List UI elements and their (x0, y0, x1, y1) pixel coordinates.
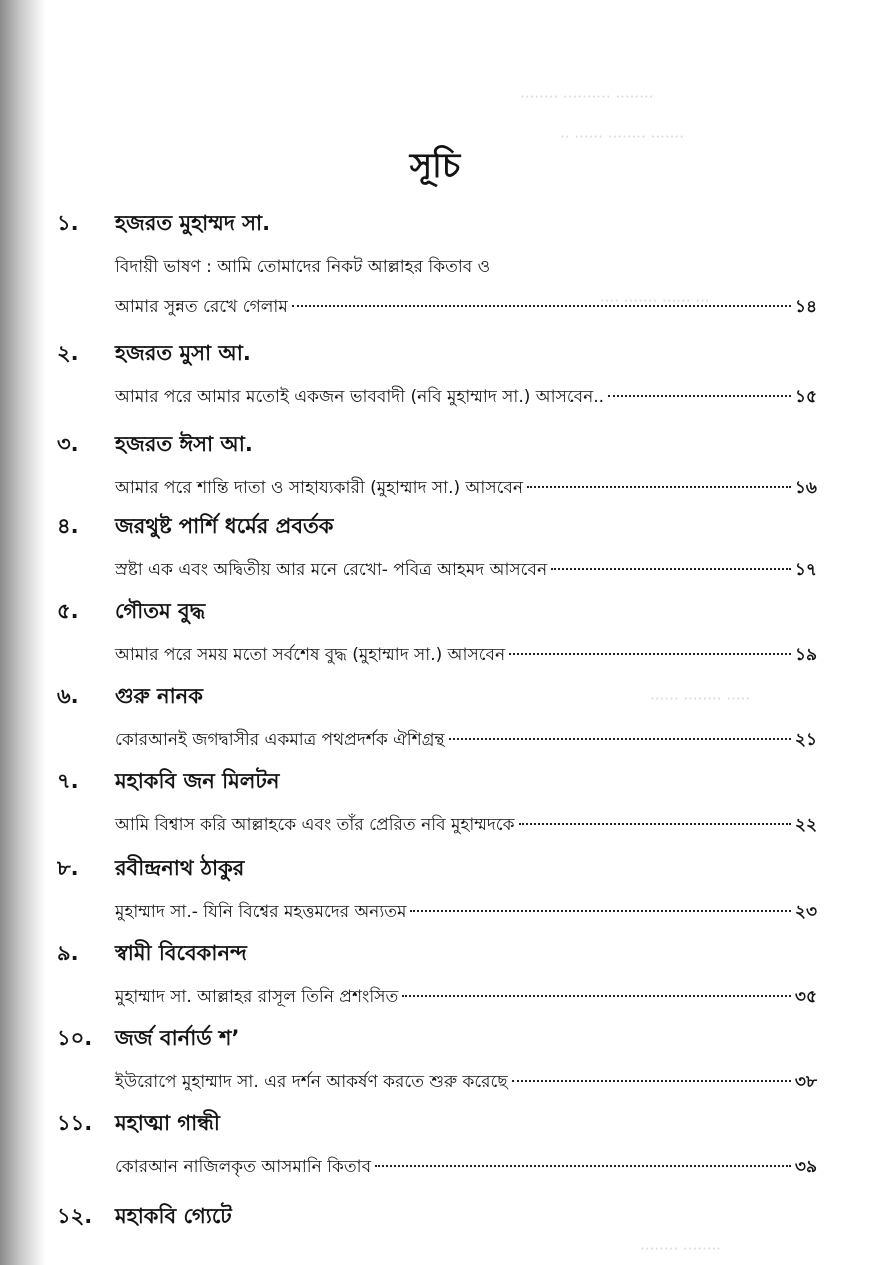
page-number: ১৯ (794, 645, 817, 665)
toc-heading (57, 765, 817, 805)
leader-dots (410, 910, 790, 912)
toc-heading (57, 510, 817, 550)
toc-link-line[interactable] (115, 1062, 817, 1102)
toc-link-line[interactable] (115, 805, 817, 845)
leader-dots (512, 1080, 791, 1082)
entry-name: হজরত মুহাম্মদ সা. (115, 211, 271, 235)
entry-subtitle: আমার পরে আমার মতোই একজন ভাববাদী (নবি মুহাম্মাদ সা.) আসবেন.. (115, 387, 605, 407)
toc-entry (57, 510, 817, 590)
toc-link-line[interactable] (115, 1147, 817, 1187)
toc-entry (57, 937, 817, 1017)
leader-dots (608, 395, 791, 397)
toc-heading (57, 852, 817, 892)
page-number: ২৩ (794, 902, 817, 922)
entry-name: মহাকবি গ্যেটে (115, 1204, 232, 1228)
page-number: ৩৯ (794, 1157, 817, 1177)
page-title: সূচি (409, 146, 461, 186)
toc-link-line[interactable] (115, 720, 817, 760)
entry-number: ২. (57, 341, 79, 365)
entry-number: ৯. (57, 941, 79, 965)
show-through-text: ······ ········ ····· (650, 690, 751, 708)
toc-link-line[interactable] (115, 892, 817, 932)
leader-dots (551, 568, 791, 570)
leader-dots (402, 995, 791, 997)
entry-subtitle: আমার পরে শান্তি দাতা ও সাহায্যকারী (মুহাম্মাদ সা.) আসবেন (115, 478, 524, 498)
entry-number: ১. (57, 211, 79, 235)
page-number: ১৭ (794, 560, 817, 580)
entry-number: ৭. (57, 769, 79, 793)
entry-name: জর্জ বার্নার্ড শ’ (115, 1026, 240, 1050)
toc-entry (57, 852, 817, 932)
entry-subtitle: কোরআন নাজিলকৃত আসমানি কিতাব (115, 1157, 372, 1177)
toc-entry (57, 337, 817, 417)
entry-number: ১০. (57, 1026, 93, 1050)
toc-link-line[interactable] (115, 287, 817, 327)
leader-dots (519, 823, 791, 825)
page-number: ৩৫ (794, 987, 817, 1007)
leader-dots (449, 738, 791, 740)
entry-subtitle: কোরআনই জগদ্বাসীর একমাত্র পথপ্রদর্শক ঐশিগ্রন্থ (115, 730, 445, 750)
show-through-text: ········ ·········· ········ (520, 88, 654, 106)
show-through-text: ···· ······· ······ ··· (600, 292, 710, 310)
toc-heading (57, 680, 817, 720)
toc-entry (57, 428, 817, 508)
toc-heading (57, 1022, 817, 1062)
entry-name: গুরু নানক (115, 684, 203, 708)
show-through-text: ········ ········ (640, 1240, 722, 1258)
toc-heading (57, 1200, 817, 1240)
toc-entry (57, 1022, 817, 1102)
entry-subtitle: স্রষ্টা এক এবং অদ্বিতীয় আর মনে রেখো- পবিত্র আহমদ আসবেন (115, 560, 548, 580)
entry-name: মহাত্মা গান্ধী (115, 1111, 220, 1135)
toc-entry (57, 1107, 817, 1187)
entry-subtitle: বিদায়ী ভাষণ : আমি তোমাদের নিকট আল্লাহর কিতাব ও (115, 257, 491, 277)
toc-entry (57, 595, 817, 675)
toc-link-line[interactable] (115, 550, 817, 590)
page-number: ১৪ (794, 297, 817, 317)
toc-entry (57, 765, 817, 845)
show-through-text: ·· ······ ········ ······· (560, 128, 684, 146)
entry-name: হজরত ঈসা আ. (115, 432, 253, 456)
toc-text-line (115, 247, 817, 287)
toc-link-line[interactable] (115, 377, 817, 417)
entry-subtitle: আমার সুন্নত রেখে গেলাম (115, 297, 288, 317)
entry-subtitle: মুহাম্মাদ সা.- যিনি বিশ্বের মহত্তমদের অন্যতম (115, 902, 407, 922)
toc-heading (57, 1107, 817, 1147)
entry-name: হজরত মুসা আ. (115, 341, 251, 365)
page-number: ২২ (794, 815, 817, 835)
entry-name: স্বামী বিবেকানন্দ (115, 941, 247, 965)
entry-name: রবীন্দ্রনাথ ঠাকুর (115, 856, 245, 880)
entry-subtitle: ইউরোপে মুহাম্মাদ সা. এর দর্শন আকর্ষণ করতে শুরু করেছে (115, 1072, 508, 1092)
leader-dots (292, 305, 791, 307)
leader-dots (375, 1165, 791, 1167)
toc-heading (57, 595, 817, 635)
entry-subtitle: আমি বিশ্বাস করি আল্লাহকে এবং তাঁর প্রেরিত নবি মুহাম্মদকে (115, 815, 515, 835)
entry-subtitle: আমার পরে সময় মতো সর্বশেষ বুদ্ধ (মুহাম্মাদ সা.) আসবেন (115, 645, 506, 665)
page-number: ১৫ (794, 387, 817, 407)
entry-number: ৫. (57, 599, 79, 623)
entry-number: ৬. (57, 684, 79, 708)
entry-number: ৮. (57, 856, 79, 880)
toc-link-line[interactable] (115, 977, 817, 1017)
toc-entry (57, 680, 817, 760)
page-number: ৩৮ (794, 1072, 817, 1092)
entry-number: ৩. (57, 432, 79, 456)
entry-name: গৌতম বুদ্ধ (115, 599, 206, 623)
entry-number: ১১. (57, 1111, 93, 1135)
leader-dots (509, 653, 791, 655)
page-number: ১৬ (794, 478, 817, 498)
entry-name: মহাকবি জন মিলটন (115, 769, 280, 793)
toc-heading (57, 337, 817, 377)
entry-number: ১২. (57, 1204, 93, 1228)
toc-heading (57, 937, 817, 977)
entry-subtitle: মুহাম্মাদ সা. আল্লাহর রাসূল তিনি প্রশংসিত (115, 987, 399, 1007)
page-number: ২১ (794, 730, 817, 750)
toc-link-line[interactable] (115, 635, 817, 675)
toc-entry (57, 1200, 817, 1240)
toc-entry (57, 207, 817, 327)
leader-dots (527, 486, 791, 488)
entry-name: জরথুষ্ট পার্শি ধর্মের প্রবর্তক (115, 514, 334, 538)
entry-number: ৪. (57, 514, 79, 538)
toc-heading (57, 428, 817, 468)
toc-heading (57, 207, 817, 247)
toc-link-line[interactable] (115, 468, 817, 508)
